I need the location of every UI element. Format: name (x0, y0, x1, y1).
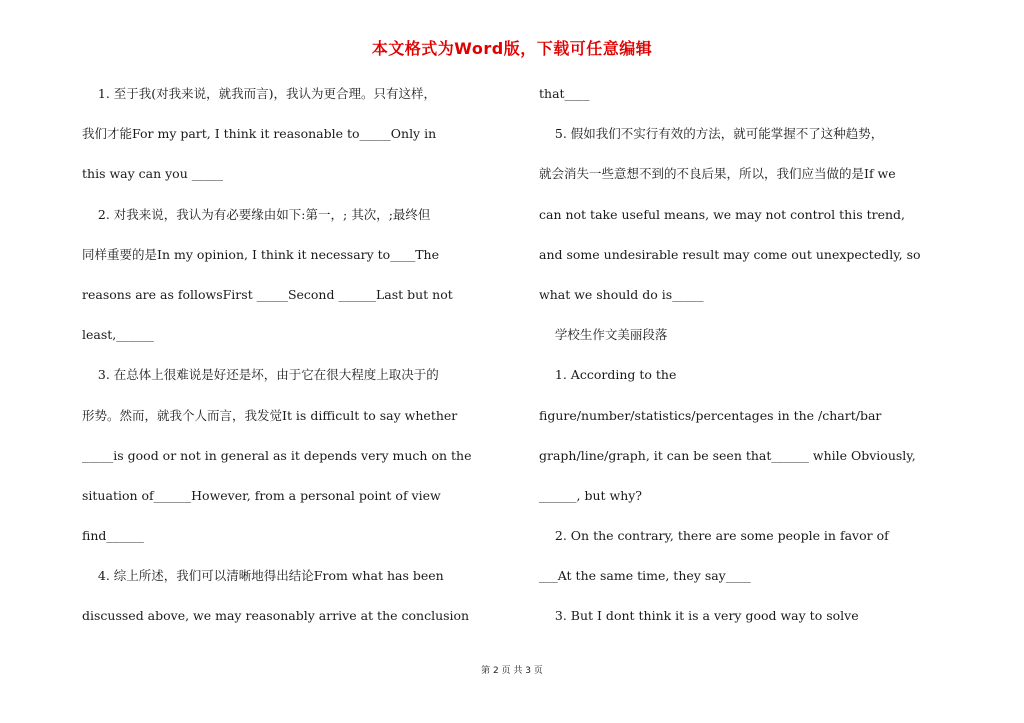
section-heading: 学校生作文美丽段落 (539, 327, 668, 343)
text-line: least,______ (82, 327, 154, 343)
text-line: that____ (539, 86, 590, 101)
text-line: situation of______However, from a personal point of view (82, 487, 441, 503)
text-line: 2. On the contrary, there are some people in favor of (539, 528, 889, 544)
left-column (82, 80, 512, 643)
text-line: graph/line/graph, it can be seen that______ while Obviously, (539, 447, 916, 463)
text-line: can not take useful means, we may not control this trend, (539, 206, 906, 222)
text-line: 1. According to the (539, 367, 677, 383)
text-line: figure/number/statistics/percentages in the /chart/bar (539, 407, 882, 423)
text-line: 5. 假如我们不实行有效的方法，就可能掌握不了这种趋势， (539, 126, 884, 142)
text-line: _____is good or not in general as it depends very much on the (82, 447, 472, 463)
text-line: 3. 在总体上很难说是好还是坏，由于它在很大程度上取决于的 (82, 367, 439, 383)
text-line: find______ (82, 528, 144, 544)
text-line: 2. 对我来说，我认为有必要缘由如下:第一，; 其次，;最终但 (82, 206, 431, 222)
text-line: 4. 综上所述，我们可以清晰地得出结论From what has been (82, 568, 444, 584)
text-line: 我们才能For my part, I think it reasonable to_____Only in (82, 126, 437, 142)
text-line: 3. But I dont think it is a very good way to solve (539, 608, 859, 624)
text-line: 1. 至于我(对我来说，就我而言)，我认为更合理。只有这样， (82, 86, 437, 101)
text-line: discussed above, we may reasonably arrive at the conclusion (82, 608, 470, 624)
page-footer: 第 2 页 共 3 页 (481, 666, 543, 676)
right-column (539, 80, 969, 643)
document-banner: 本文格式为Word版，下载可任意编辑 (371, 39, 653, 58)
text-line: and some undesirable result may come out unexpectedly, so (539, 246, 921, 262)
text-line: 形势。然而，就我个人而言，我发觉It is difficult to say whether (82, 407, 458, 423)
text-line: ______, but why? (539, 487, 643, 503)
text-line: reasons are as followsFirst _____Second ______Last but not (82, 286, 453, 302)
text-line: ___At the same time, they say____ (539, 568, 751, 584)
text-line: this way can you _____ (82, 166, 223, 182)
text-line: 同样重要的是In my opinion, I think it necessary to____The (82, 246, 439, 262)
text-line: what we should do is_____ (539, 286, 704, 302)
text-line: 就会消失一些意想不到的不良后果，所以，我们应当做的是If we (539, 166, 896, 182)
